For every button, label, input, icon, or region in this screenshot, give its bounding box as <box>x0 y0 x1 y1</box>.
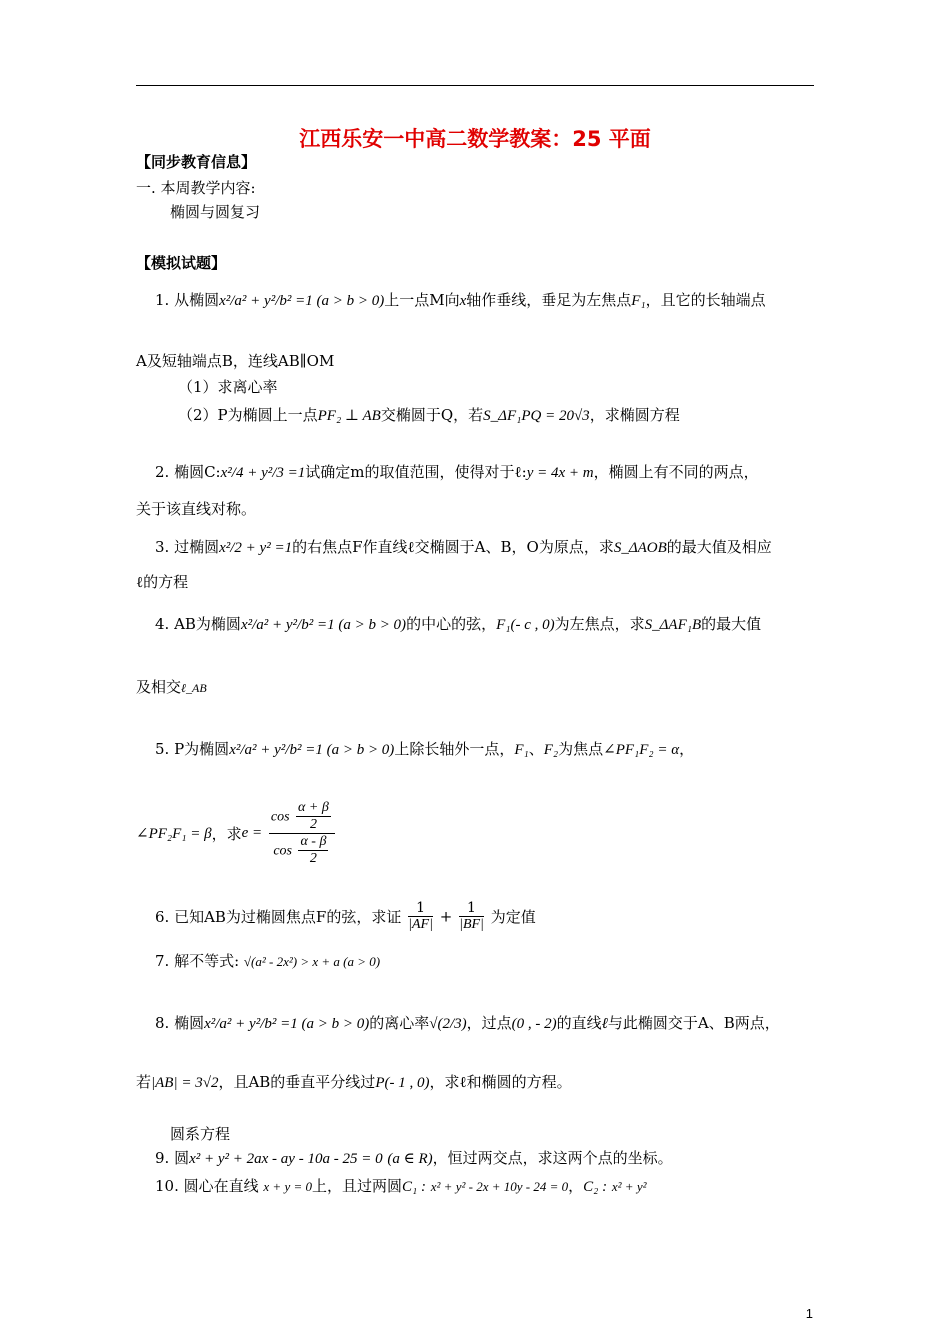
problem-1-sub-1: （1）求离心率 <box>178 378 278 396</box>
problem-1-sub-2: （2）P为椭圆上一点PF₂ ⊥ AB交椭圆于Q，若S_ΔF₁PQ = 20√3，求椭圆方程 <box>178 406 680 424</box>
problem-3-line-1: 3. 过椭圆x²/2 + y² =1的右焦点F作直线ℓ交椭圆于A、B，O为原点，求S_ΔAOB的最大值及相应 <box>155 538 772 556</box>
problem-5-line-2: ∠PF₂F₁ = β，求e = cos $\frac{\alpha + \beta}{2}$ cos $\frac{\alpha - \beta}{2}$ <box>136 800 337 867</box>
problem-9: 9. 圆x² + y² + 2ax - ay - 10a - 25 = 0 (a ∈ R)，恒过两交点，求这两个点的坐标。 <box>155 1149 673 1167</box>
page-title: 江西乐安一中高二数学教案：25 平面 <box>299 127 651 151</box>
content-text: 椭圆与圆复习 <box>170 203 261 221</box>
page-number: 1 <box>805 1306 813 1321</box>
eccentricity-fraction: cos $\frac{\alpha + \beta}{2}$ cos $\frac{\alpha - \beta}{2}$ <box>269 800 335 867</box>
problem-2-line-1: 2. 椭圆C:x²/4 + y²/3 =1试确定m的取值范围，使得对于ℓ:y = 4x + m，椭圆上有不同的两点， <box>155 463 759 481</box>
ellipse-equation: x²/a² + y²/b² =1 (a > b > 0) <box>219 293 385 309</box>
problem-2-line-2: 关于该直线对称。 <box>136 500 257 518</box>
header-rule <box>136 85 814 86</box>
problem-4-line-1: 4. AB为椭圆x²/a² + y²/b² =1 (a > b > 0)的中心的弦，F₁(- c , 0)为左焦点，求S_ΔAF₁B的最大值 <box>155 615 762 633</box>
problem-3-line-2: ℓ的方程 <box>136 573 189 591</box>
sync-info-heading: 【同步教育信息】 <box>136 153 257 171</box>
problem-5-line-1: 5. P为椭圆x²/a² + y²/b² =1 (a > b > 0)上除长轴外一点，F₁、F₂为焦点∠PF₁F₂ = α， <box>155 740 695 758</box>
problem-1-line-1: 1. 从椭圆x²/a² + y²/b² =1 (a > b > 0)上一点M向x轴作垂线，垂足为左焦点F₁，且它的长轴端点 <box>155 291 766 309</box>
problem-10: 10. 圆心在直线 x + y = 0上，且过两圆C₁ : x² + y² - 2x + 10y - 24 = 0，C₂ : x² + y² <box>155 1177 647 1195</box>
circle-heading: 圆系方程 <box>170 1125 231 1143</box>
problem-8-line-1: 8. 椭圆x²/a² + y²/b² =1 (a > b > 0)的离心率√(2/3)，过点(0 , - 2)的直线ℓ与此椭圆交于A、B两点， <box>155 1014 780 1032</box>
problem-7: 7. 解不等式: √(a² - 2x²) > x + a (a > 0) <box>155 952 381 970</box>
problem-1-line-2: A及短轴端点B，连线AB∥OM <box>136 352 335 370</box>
problem-6: 6. 已知AB为过椭圆焦点F的弦，求证 $\frac{1}{|AF|}$ + $\frac{1}{|BF|}$ 为定值 <box>155 900 536 932</box>
problem-4-line-2: 及相交ℓ_AB <box>136 678 207 696</box>
mock-test-heading: 【模拟试题】 <box>136 254 227 272</box>
problem-8-line-2: 若|AB| = 3√2，且AB的垂直平分线过P(- 1 , 0)，求ℓ和椭圆的方程。 <box>136 1073 572 1091</box>
content-heading: 一. 本周教学内容: <box>136 179 256 197</box>
